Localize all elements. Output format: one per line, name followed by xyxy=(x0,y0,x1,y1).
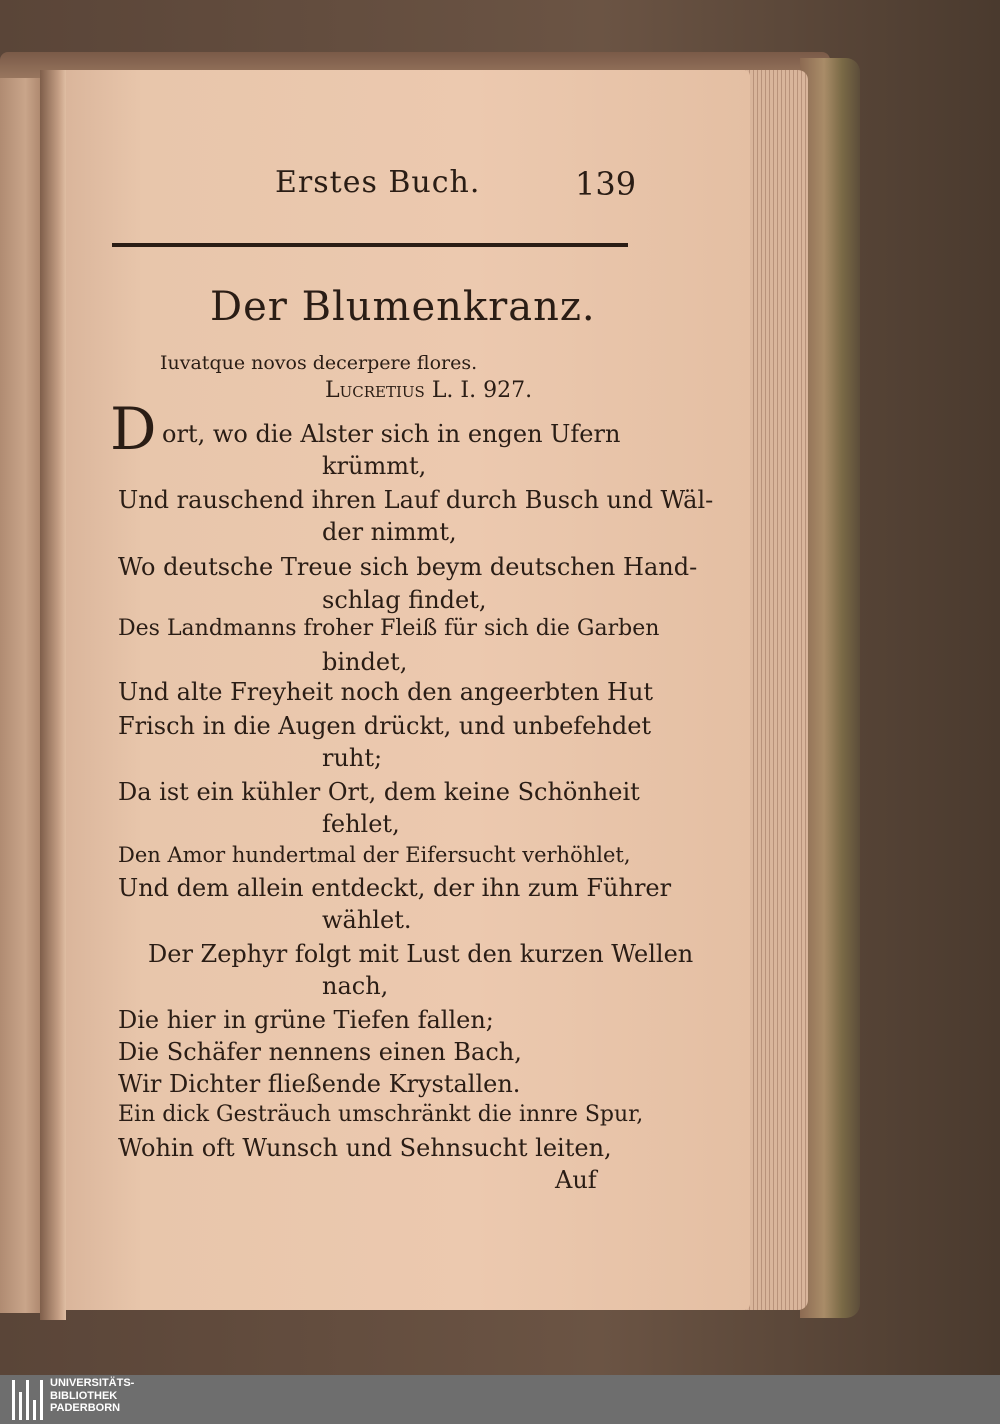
poem-title: Der Blumenkranz. xyxy=(210,284,596,330)
library-name-line: BIBLIOTHEK xyxy=(50,1389,118,1402)
poem-line: Wir Dichter fließende Krystallen. xyxy=(118,1070,521,1098)
poem-line: Und dem allein entdeckt, der ihn zum Führer xyxy=(118,874,672,902)
library-name-line: PADERBORN xyxy=(50,1402,121,1414)
poem-line: Der Zephyr folgt mit Lust den kurzen Wellen xyxy=(148,940,694,968)
poem-line: schlag findet, xyxy=(322,586,487,614)
poem-line: der nimmt, xyxy=(322,518,457,546)
poem-line: fehlet, xyxy=(322,810,400,838)
drop-cap: D xyxy=(110,395,157,463)
library-name-line: UNIVERSITÄTS- xyxy=(50,1377,135,1389)
poem-line: bindet, xyxy=(322,648,408,676)
poem-line: nach, xyxy=(322,972,389,1000)
poem-line: Frisch in die Augen drückt, und unbefehdet xyxy=(118,712,652,740)
poem-line: krümmt, xyxy=(322,452,427,480)
book-gutter xyxy=(40,70,66,1320)
poem-line: Die hier in grüne Tiefen fallen; xyxy=(118,1006,494,1034)
page-number: 139 xyxy=(575,165,637,203)
library-logo-icon xyxy=(10,1380,44,1420)
catchword: Auf xyxy=(555,1166,597,1194)
book-cover-edge xyxy=(800,58,860,1318)
library-footer xyxy=(0,1375,1000,1424)
running-head: Erstes Buch. xyxy=(275,165,481,200)
poem-line: Die Schäfer nennens einen Bach, xyxy=(118,1038,522,1066)
poem-line: Wo deutsche Treue sich beym deutschen Hand- xyxy=(118,553,698,581)
poem-line: Des Landmanns froher Fleiß für sich die Garben xyxy=(118,616,660,641)
poem-line: ort, wo die Alster sich in engen Ufern xyxy=(162,420,621,448)
poem-line: Ein dick Gesträuch umschränkt die innre Spur, xyxy=(118,1102,644,1127)
epigraph-attribution: Lucretius L. I. 927. xyxy=(325,378,533,403)
header-rule xyxy=(112,243,628,247)
library-logo-text xyxy=(50,1377,134,1415)
poem-line: ruht; xyxy=(322,744,383,772)
poem-line: Und alte Freyheit noch den angeerbten Hut xyxy=(118,678,654,706)
poem-line: wählet. xyxy=(322,906,412,934)
epigraph: Iuvatque novos decerpere flores. xyxy=(160,352,478,374)
poem-line: Da ist ein kühler Ort, dem keine Schönheit xyxy=(118,778,640,806)
poem-line: Den Amor hundertmal der Eifersucht verhöhlet, xyxy=(118,843,631,867)
poem-line: Und rauschend ihren Lauf durch Busch und Wäl- xyxy=(118,486,714,514)
poem-line: Wohin oft Wunsch und Sehnsucht leiten, xyxy=(118,1134,612,1162)
